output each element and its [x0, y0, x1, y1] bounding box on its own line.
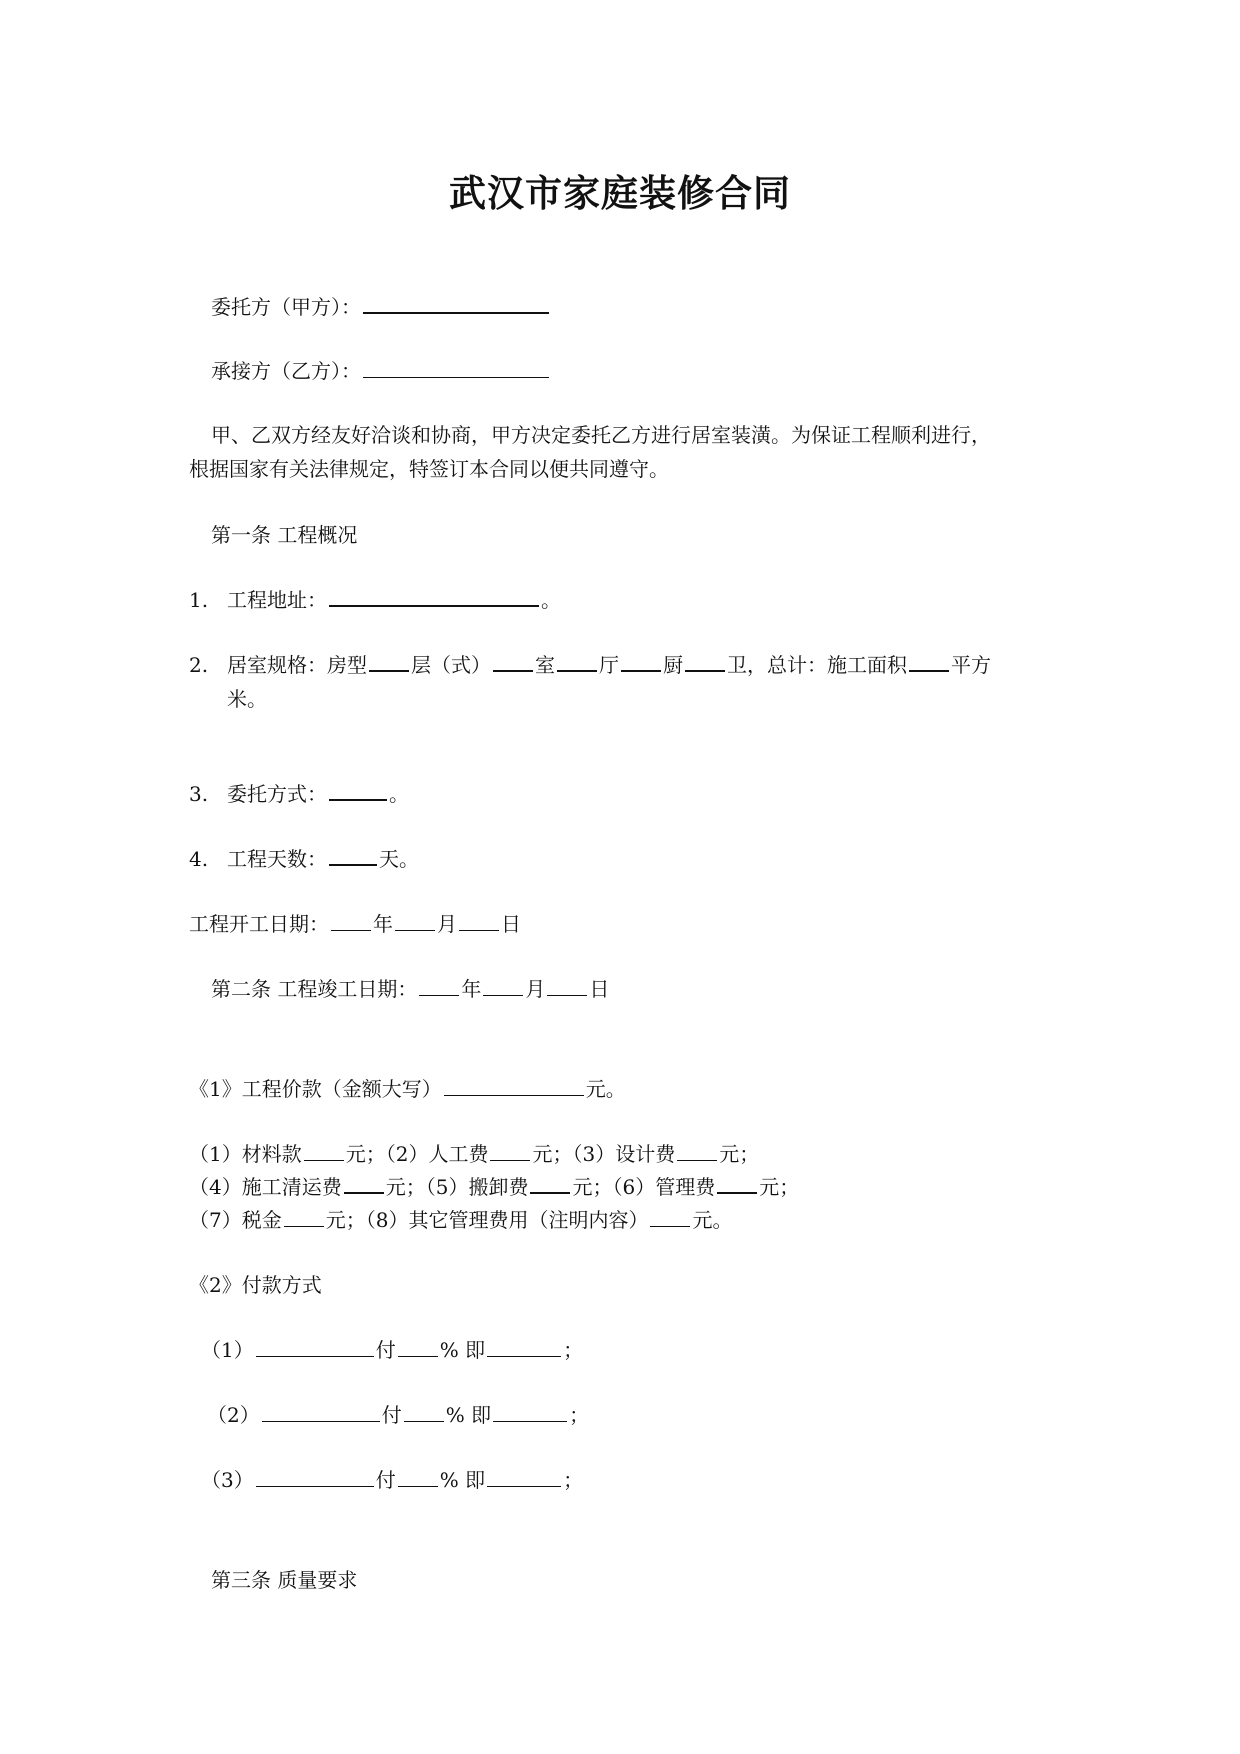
fees-row-1	[189, 1137, 759, 1171]
payment-3-percent-blank[interactable]	[398, 1464, 438, 1487]
price-blank[interactable]	[444, 1073, 584, 1096]
fee-label-6: 元；（6）管理费	[572, 1175, 716, 1199]
floor-blank[interactable]	[369, 648, 409, 672]
payment-3-number: （3）	[201, 1468, 254, 1492]
payment-2-stage-blank[interactable]	[262, 1399, 380, 1422]
fee-label-7: （7）税金	[189, 1208, 282, 1232]
end-year-text: 年	[461, 977, 482, 1001]
payment-1-percent: % 即	[439, 1338, 486, 1362]
item-1-suffix: 。	[541, 588, 561, 612]
item-1-address	[189, 583, 561, 617]
party-a-blank[interactable]	[363, 290, 549, 314]
area-blank[interactable]	[909, 648, 949, 672]
fee-label-end-2: 元；	[759, 1175, 800, 1199]
price-line	[189, 1072, 626, 1106]
end-month-blank[interactable]	[483, 973, 523, 996]
party-a-line	[211, 290, 551, 324]
item-1-number: 1.	[189, 588, 209, 612]
item-1-label: 工程地址：	[227, 588, 327, 612]
fee-label-5: 元；（5）搬卸费	[385, 1175, 529, 1199]
article-2-line	[211, 972, 609, 1006]
start-month-blank[interactable]	[395, 908, 435, 931]
fee-label-end-3: 元。	[692, 1208, 733, 1232]
days-blank[interactable]	[329, 842, 377, 866]
item-2-continuation: 米。	[227, 687, 267, 711]
labor-fee-blank[interactable]	[490, 1138, 530, 1161]
payment-1-number: （1）	[201, 1338, 254, 1362]
party-a-label: 委托方（甲方）：	[211, 295, 361, 319]
payment-1-stage-blank[interactable]	[256, 1334, 374, 1357]
address-blank[interactable]	[329, 583, 539, 607]
payment-row-1	[201, 1333, 583, 1367]
item-2-label: 居室规格：房型	[227, 653, 367, 677]
item-4-suffix: 天。	[379, 847, 419, 871]
tax-blank[interactable]	[284, 1204, 324, 1227]
fee-label-2: 元；（2）人工费	[345, 1142, 489, 1166]
management-fee-blank[interactable]	[717, 1170, 757, 1194]
article-3-heading: 第三条 质量要求	[211, 1568, 358, 1592]
item-2-number: 2.	[189, 653, 209, 677]
payment-2-text: 付	[381, 1403, 402, 1427]
end-month-text: 月	[525, 977, 546, 1001]
payment-row-3	[201, 1463, 583, 1497]
end-day-blank[interactable]	[547, 973, 587, 996]
start-day-text: 日	[501, 912, 521, 936]
fee-label-end-1: 元；	[719, 1142, 760, 1166]
item-2-layout	[189, 648, 991, 682]
item-2-text-5: 卫，总计：施工面积	[727, 653, 907, 677]
item-4-number: 4.	[189, 847, 209, 871]
item-2-text-4: 厨	[663, 653, 683, 677]
fee-label-1: （1）材料款	[189, 1142, 302, 1166]
moving-fee-blank[interactable]	[530, 1170, 570, 1194]
price-label: 《1》工程价款（金额大写）	[189, 1077, 442, 1101]
fee-label-3: 元；（3）设计费	[532, 1142, 676, 1166]
intro-line-2: 根据国家有关法律规定，特签订本合同以便共同遵守。	[189, 457, 669, 481]
payment-1-amount-blank[interactable]	[487, 1334, 561, 1357]
payment-2-percent: % 即	[445, 1403, 492, 1427]
payment-3-end: ；	[563, 1468, 584, 1492]
payment-3-text: 付	[375, 1468, 396, 1492]
article-2-label: 第二条 工程竣工日期：	[211, 977, 418, 1001]
cleanup-fee-blank[interactable]	[344, 1170, 384, 1194]
payment-heading: 《2》付款方式	[189, 1273, 322, 1297]
payment-2-percent-blank[interactable]	[404, 1399, 444, 1422]
item-4-days	[189, 842, 419, 876]
item-2-text-2: 室	[535, 653, 555, 677]
price-suffix: 元。	[585, 1077, 626, 1101]
start-day-blank[interactable]	[459, 908, 499, 931]
item-2-text-3: 厅	[599, 653, 619, 677]
fees-row-2	[189, 1170, 799, 1204]
design-fee-blank[interactable]	[677, 1138, 717, 1161]
method-blank[interactable]	[329, 777, 387, 801]
fees-row-3	[189, 1203, 732, 1237]
item-2-text-6: 平方	[951, 653, 991, 677]
payment-2-end: ；	[569, 1403, 590, 1427]
party-b-label: 承接方（乙方）：	[211, 359, 361, 383]
item-3-method	[189, 777, 409, 811]
payment-2-amount-blank[interactable]	[493, 1399, 567, 1422]
fee-label-4: （4）施工清运费	[189, 1175, 342, 1199]
start-year-text: 年	[373, 912, 393, 936]
start-year-blank[interactable]	[331, 908, 371, 931]
item-3-suffix: 。	[389, 782, 409, 806]
start-month-text: 月	[437, 912, 457, 936]
start-date-line	[189, 907, 521, 941]
kitchen-blank[interactable]	[621, 648, 661, 672]
payment-1-text: 付	[375, 1338, 396, 1362]
end-day-text: 日	[589, 977, 610, 1001]
payment-3-stage-blank[interactable]	[256, 1464, 374, 1487]
payment-3-amount-blank[interactable]	[487, 1464, 561, 1487]
hall-blank[interactable]	[557, 648, 597, 672]
item-2-text-1: 层（式）	[411, 653, 491, 677]
payment-row-2	[207, 1398, 589, 1432]
start-date-label: 工程开工日期：	[189, 912, 329, 936]
material-fee-blank[interactable]	[304, 1138, 344, 1161]
item-3-label: 委托方式：	[227, 782, 327, 806]
end-year-blank[interactable]	[419, 973, 459, 996]
payment-2-number: （2）	[207, 1403, 260, 1427]
room-blank[interactable]	[493, 648, 533, 672]
payment-1-percent-blank[interactable]	[398, 1334, 438, 1357]
bath-blank[interactable]	[685, 648, 725, 672]
item-4-label: 工程天数：	[227, 847, 327, 871]
party-b-blank[interactable]	[363, 355, 549, 378]
fee-label-8: 元；（8）其它管理费用（注明内容）	[325, 1208, 649, 1232]
document-title: 武汉市家庭装修合同	[449, 171, 791, 215]
intro-line-1: 甲、乙双方经友好洽谈和协商，甲方决定委托乙方进行居室装潢。为保证工程顺利进行，	[211, 423, 991, 447]
item-3-number: 3.	[189, 782, 209, 806]
payment-1-end: ；	[563, 1338, 584, 1362]
other-fee-blank[interactable]	[650, 1204, 690, 1227]
party-b-line	[211, 354, 551, 388]
payment-3-percent: % 即	[439, 1468, 486, 1492]
article-1-heading: 第一条 工程概况	[211, 523, 358, 547]
